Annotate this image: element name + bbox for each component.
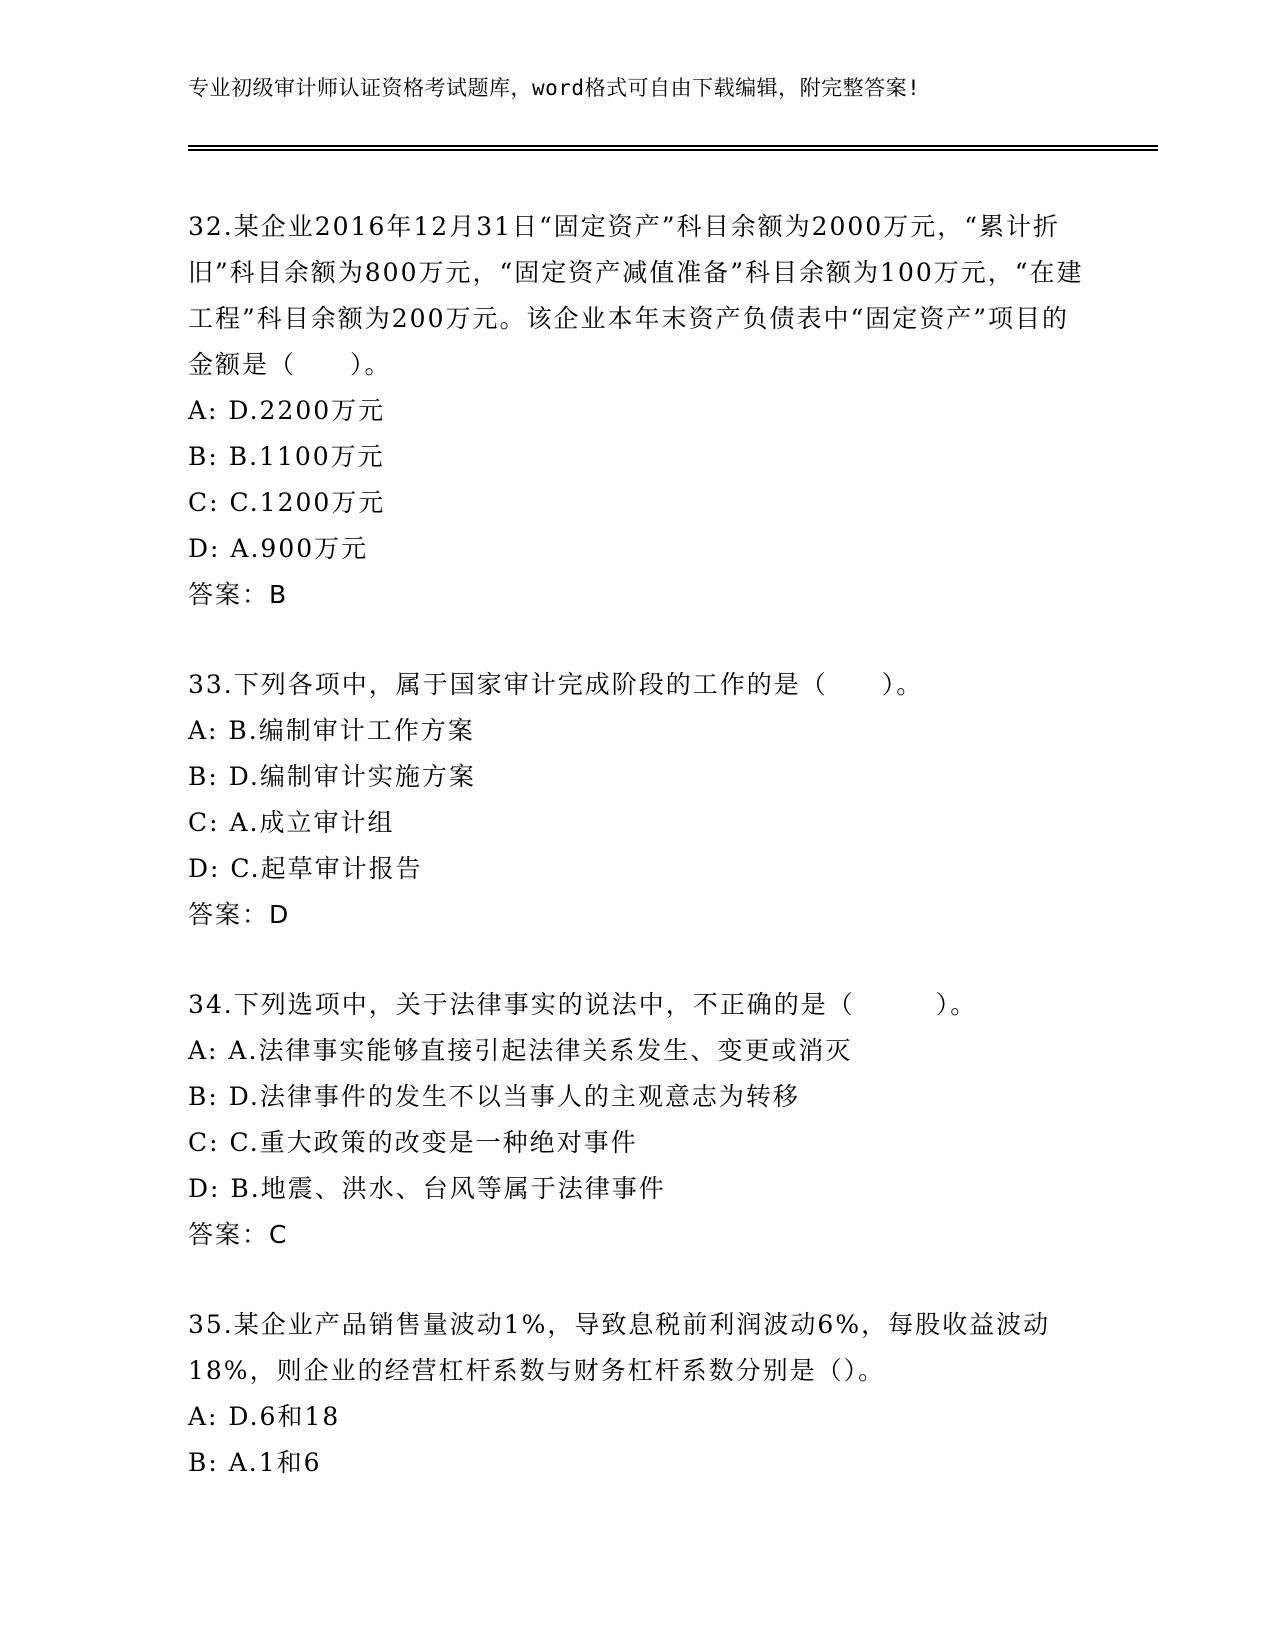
option-b: B: A.1和6 [188,1448,322,1477]
answer-line: 答案：B [188,580,289,609]
question-stem: 32.某企业2016年12月31日“固定资产”科目余额为2000万元，“累计折旧”科目余额为800万元，“固定资产减值准备”科目余额为100万元，“在建工程”科目余额为200万元。该企业本年末资产负债表中“固定资产”项目的金额是（ ）。 [188,212,1084,379]
option-c: C: C.1200万元 [188,488,386,517]
header-rule [188,145,1158,147]
option-a: A: D.6和18 [188,1402,341,1431]
option-b: B: D.法律事件的发生不以当事人的主观意志为转移 [188,1082,800,1111]
option-c: C: C.重大政策的改变是一种绝对事件 [188,1128,638,1157]
option-d: D: A.900万元 [188,534,369,563]
option-a: A: D.2200万元 [188,396,386,425]
option-d: D: C.起草审计报告 [188,854,423,883]
question-list [188,204,1088,1530]
question-32 [188,204,1088,618]
option-c: C: A.成立审计组 [188,808,395,837]
option-a: A: A.法律事实能够直接引起法律关系发生、变更或消灭 [188,1036,853,1065]
option-a: A: B.编制审计工作方案 [188,716,475,745]
question-35 [188,1302,1088,1486]
question-33 [188,662,1088,938]
page-header: 专业初级审计师认证资格考试题库，word格式可自由下载编辑，附完整答案! [188,76,921,100]
option-d: D: B.地震、洪水、台风等属于法律事件 [188,1174,666,1203]
question-stem: 34.下列选项中，关于法律事实的说法中，不正确的是（ ）。 [188,990,978,1019]
question-stem: 33.下列各项中，属于国家审计完成阶段的工作的是（ ）。 [188,670,924,699]
answer-line: 答案：D [188,900,291,929]
option-b: B: B.1100万元 [188,442,385,471]
header-rule [188,149,1158,151]
option-b: B: D.编制审计实施方案 [188,762,476,791]
answer-line: 答案：C [188,1220,289,1249]
question-34 [188,982,1088,1258]
question-stem: 35.某企业产品销售量波动1%，导致息税前利润波动6%，每股收益波动18%，则企业的经营杠杆系数与财务杠杆系数分别是（）。 [188,1310,1051,1385]
